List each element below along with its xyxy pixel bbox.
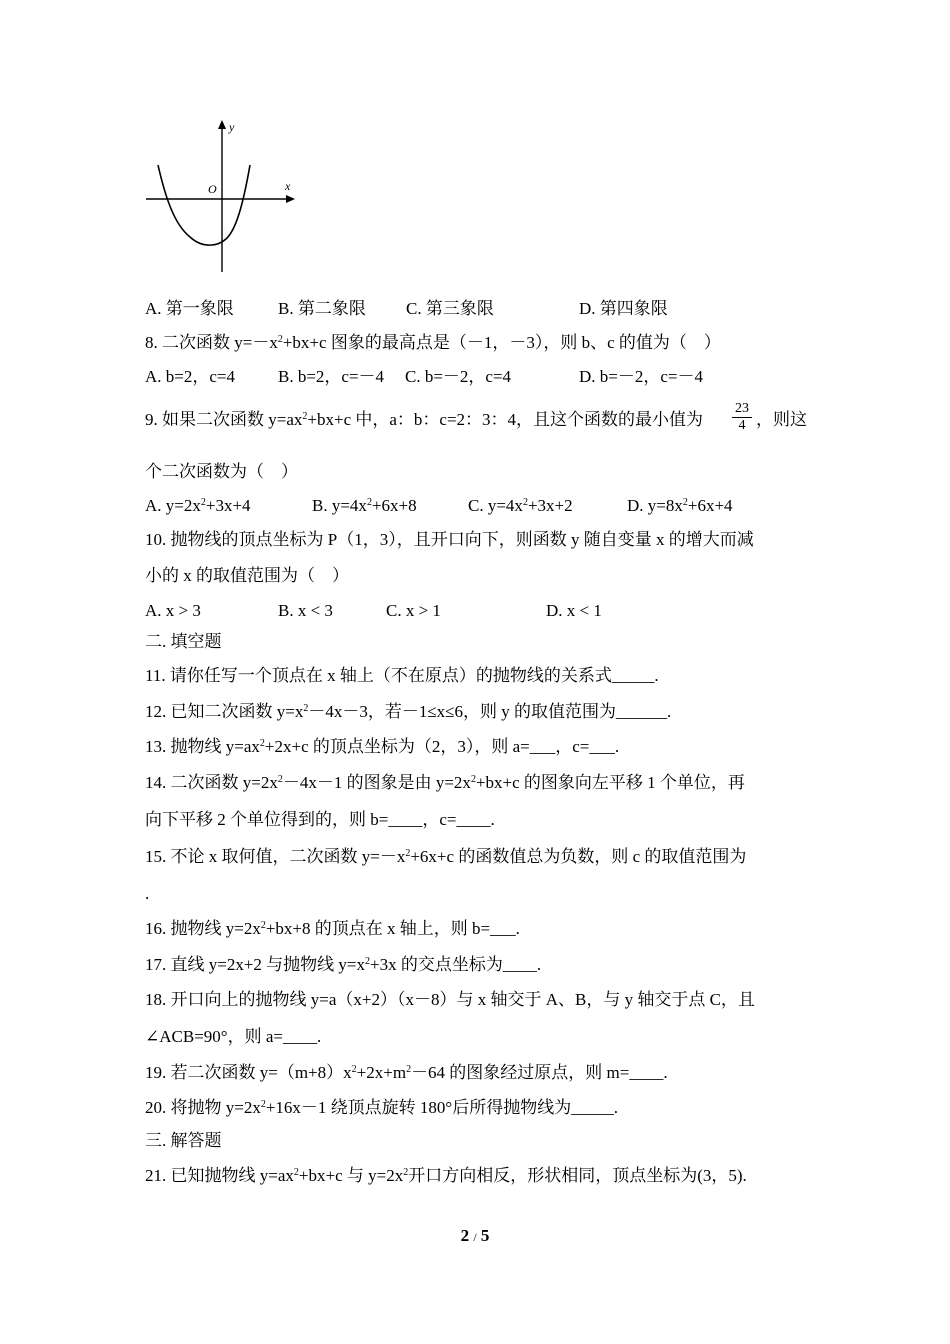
question-13: 13. 抛物线 $y=ax^2+2x+c$ 的顶点坐标为（2，3），则 a=___，c=___. <box>145 737 620 756</box>
q9-option-b: B. $y=4x^2+6x+8$ <box>312 496 417 515</box>
fraction-23-over-4: $\frac{23}{4}$ <box>732 401 752 434</box>
q8-option-c: C. b=－2，c=4 <box>405 367 512 386</box>
parabola-curve <box>158 165 250 245</box>
q8-option-a: A. b=2，c=4 <box>145 367 235 386</box>
question-15: 15. 不论 x 取何值，二次函数 $y=-x^2+6x+c$ 的函数值总为负数，则 c 的取值范围为 <box>145 847 747 866</box>
q7-option-c: C. 第三象限 <box>406 299 494 318</box>
question-14: 14. 二次函数 $y=2x^2-4x-1$ 的图象是由 $y=2x^2+bx+c$ 的图象向左平移 1 个单位，再 <box>145 773 745 792</box>
question-20: 20. 将抛物 $y=2x^2+16x-1$ 绕顶点旋转 180°后所得抛物线为_____. <box>145 1098 618 1117</box>
q9-option-a: A. $y=2x^2+3x+4$ <box>145 496 251 515</box>
question-17: 17. 直线 y=2x+2 与抛物线 $y=x^2+3x$ 的交点坐标为____. <box>145 955 542 974</box>
x-axis-arrow <box>286 195 295 203</box>
question-12: 12. 已知二次函数 $y=x^2-4x-3$，若－1≤x≤6，则 y 的取值范围为______. <box>145 702 672 721</box>
question-9: 9. 如果二次函数 $y=ax^2+bx+c$ 中，a：b：c=2：3：4，且这个函数的最小值为 $\frac{23}{4}$ ，则这 <box>145 401 807 433</box>
question-16: 16. 抛物线 $y=2x^2+bx+8$ 的顶点在 x 轴上，则 b=___. <box>145 919 520 938</box>
question-9-line2: 个二次函数为（ ） <box>145 462 298 481</box>
question-18: 18. 开口向上的抛物线 y=a（x+2）（x－8）与 x 轴交于 A、B，与 y 轴交于点 C，且 <box>145 990 755 1009</box>
question-10-line2: 小的 x 的取值范围为（ ） <box>145 566 349 585</box>
origin-label: O <box>208 182 217 196</box>
q7-option-a: A. 第一象限 <box>145 299 234 318</box>
q10-option-a: A. x > 3 <box>145 601 201 620</box>
q8-option-d: D. b=－2，c=－4 <box>579 367 703 386</box>
question-15-line2: . <box>145 884 150 903</box>
question-8: 8. 二次函数 $y=-x^2+bx+c$ 图象的最高点是（－1，－3），则 b、c 的值为（ ） <box>145 333 721 352</box>
question-18-line2: ∠ACB=90°，则 a=____. <box>145 1027 322 1046</box>
q8-option-b: B. b=2，c=－4 <box>278 367 385 386</box>
q7-option-b: B. 第二象限 <box>278 299 366 318</box>
q10-option-c: C. x > 1 <box>386 601 441 620</box>
q7-option-d: D. 第四象限 <box>579 299 668 318</box>
question-14-line2: 向下平移 2 个单位得到的，则 b=____，c=____. <box>145 810 495 829</box>
question-21: 21. 已知抛物线 $y=ax^2+bx+c$ 与 $y=2x^2$开口方向相反，形状相同，顶点坐标为(3，5). <box>145 1166 747 1185</box>
section-fill-in-heading: 二. 填空题 <box>145 632 222 651</box>
x-axis-label: x <box>285 179 291 193</box>
q9-option-c: C. $y=4x^2+3x+2$ <box>468 496 573 515</box>
y-axis-arrow <box>218 120 226 129</box>
question-10: 10. 抛物线的顶点坐标为 P（1，3），且开口向下，则函数 y 随自变量 x 的增大而减 <box>145 530 754 549</box>
q10-option-d: D. x < 1 <box>546 601 602 620</box>
question-19: 19. 若二次函数 $y=(m+8)x^2+2x+m^2-64$ 的图象经过原点，则 m=____. <box>145 1063 668 1082</box>
y-axis-label: y <box>229 120 235 134</box>
parabola-graph <box>140 115 300 277</box>
q10-option-b: B. x < 3 <box>278 601 333 620</box>
page-number: 2 / 5 <box>460 1226 490 1245</box>
question-11: 11. 请你任写一个顶点在 x 轴上（不在原点）的抛物线的关系式_____. <box>145 666 659 685</box>
q9-option-d: D. $y=8x^2+6x+4$ <box>627 496 733 515</box>
section-answer-heading: 三. 解答题 <box>145 1131 222 1150</box>
